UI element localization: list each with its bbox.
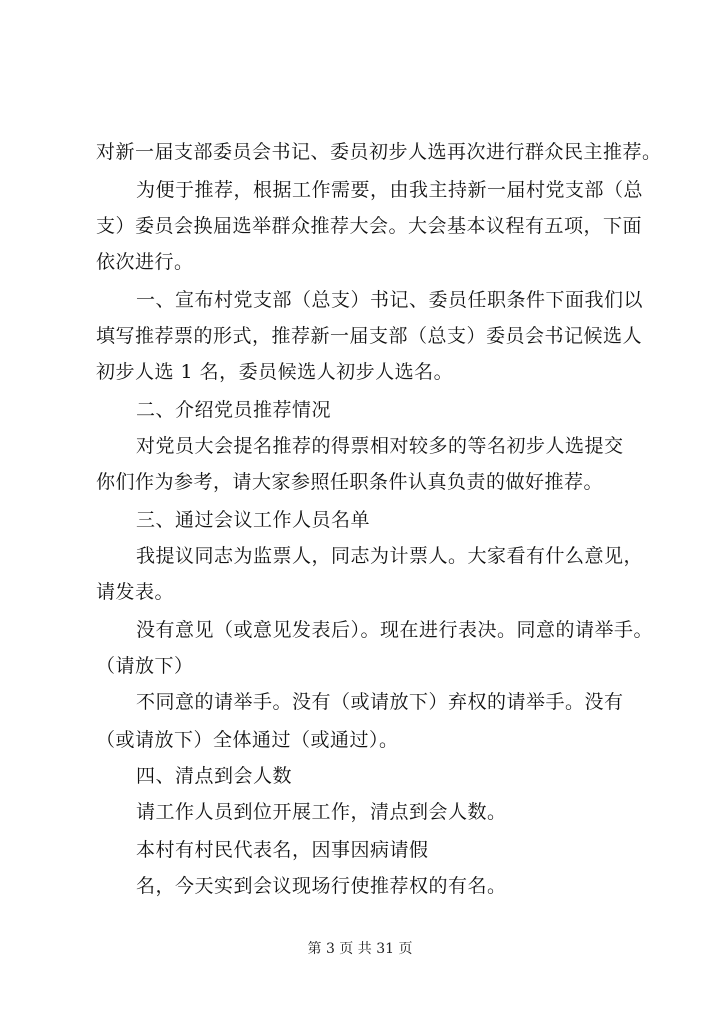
text-line-1: 对新一届支部委员会书记、委员初步人选再次进行群众民主推荐。 <box>96 141 662 163</box>
text-line-20: 本村有村民代表名，因事因病请假 <box>136 839 429 861</box>
text-line-14: 没有意见（或意见发表后）。现在进行表决。同意的请举手。 <box>136 619 654 641</box>
text-line-12: 我提议同志为监票人，同志为计票人。大家看有什么意见， <box>136 545 644 567</box>
text-line-6: 填写推荐票的形式，推荐新一届支部（总支）委员会书记候选人 <box>96 325 643 347</box>
text-line-16: 不同意的请举手。没有（或请放下）弃权的请举手。没有 <box>136 691 624 713</box>
text-line-3: 支）委员会换届选举群众推荐大会。大会基本议程有五项，下面 <box>96 215 643 237</box>
text-line-15: （请放下） <box>96 655 194 677</box>
text-line-5: 一、宣布村党支部（总支）书记、委员任职条件下面我们以 <box>136 289 644 311</box>
text-line-11: 三、通过会议工作人员名单 <box>136 509 371 531</box>
text-line-8: 二、介绍党员推荐情况 <box>136 399 332 421</box>
text-line-4: 依次进行。 <box>96 251 194 273</box>
page-number-footer: 第 3 页 共 31 页 <box>307 941 413 957</box>
text-line-9: 对党员大会提名推荐的得票相对较多的等名初步人选提交 <box>136 435 624 457</box>
text-line-2: 为便于推荐，根据工作需要，由我主持新一届村党支部（总 <box>136 179 644 201</box>
text-line-18: 四、清点到会人数 <box>136 765 293 787</box>
text-line-13: 请发表。 <box>96 581 175 603</box>
text-line-19: 请工作人员到位开展工作，清点到会人数。 <box>136 801 507 823</box>
text-line-21: 名，今天实到会议现场行使推荐权的有名。 <box>136 875 507 897</box>
text-line-7: 初步人选 1 名，委员候选人初步人选名。 <box>96 361 454 383</box>
text-line-17: （或请放下）全体通过（或通过）。 <box>96 729 399 751</box>
text-line-10: 你们作为参考，请大家参照任职条件认真负责的做好推荐。 <box>96 471 604 493</box>
